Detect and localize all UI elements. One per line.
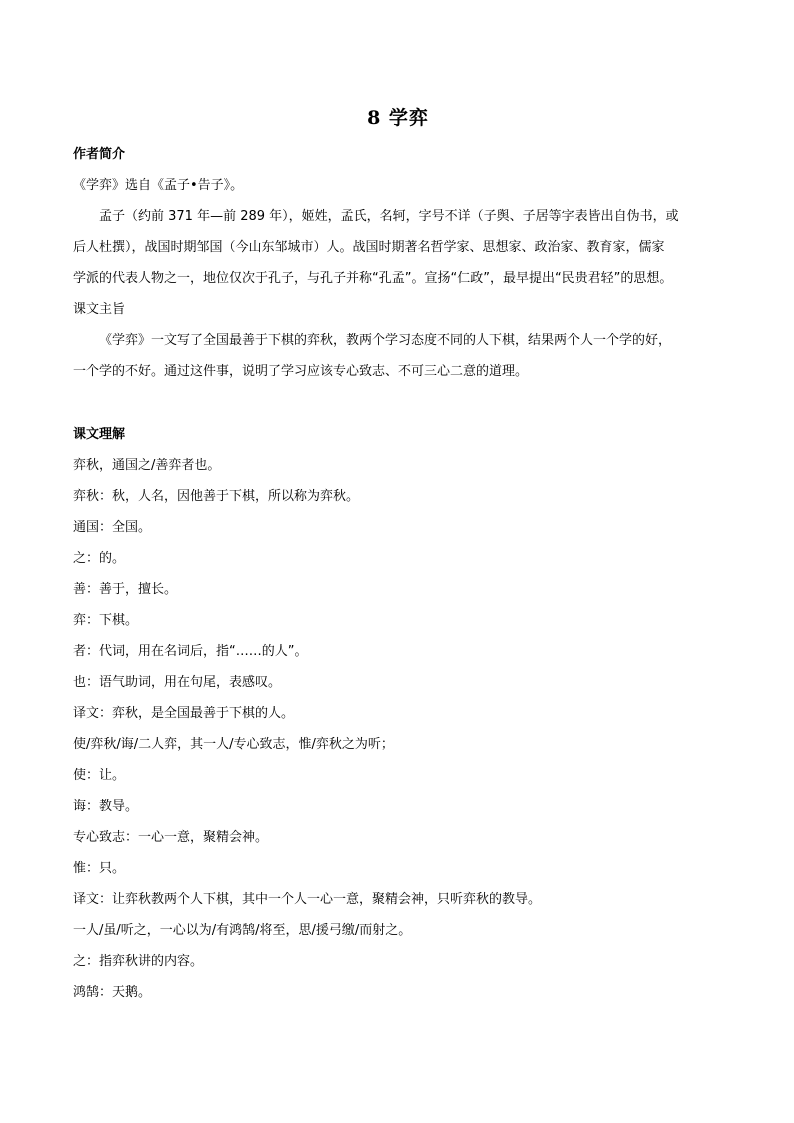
text-line: 译文：弈秋，是全国最善于下棋的人。	[73, 706, 295, 721]
theme-line: 一个学的不好。通过这件事，说明了学习应该专心致志、不可三心二意的道理。	[73, 364, 529, 379]
theme-line: 《学弈》一文写了全国最善于下棋的弈秋，教两个学习态度不同的人下棋，结果两个人一个学的好，	[99, 333, 672, 348]
text-line: 也：语气助词，用在句尾，表感叹。	[73, 675, 282, 690]
text-line: 之：的。	[73, 551, 126, 566]
text-line: 使/弈秋/诲/二人弈，其一人/专心致志，惟/弈秋之为听；	[73, 737, 394, 752]
text-line: 弈：下棋。	[73, 613, 139, 628]
source-line: 《学弈》选自《孟子•告子》。	[73, 178, 244, 193]
text-line: 弈秋，通国之/善弈者也。	[73, 458, 221, 473]
text-line: 诲：教导。	[73, 799, 139, 814]
text-line: 者：代词，用在名词后，指“……的人”。	[73, 644, 308, 659]
text-line: 善：善于，擅长。	[73, 582, 178, 597]
text-line: 使：让。	[73, 768, 126, 783]
text-line: 译文：让弈秋教两个人下棋，其中一个人一心一意，聚精会神，只听弈秋的教导。	[73, 892, 542, 907]
text-line: 惟：只。	[73, 861, 126, 876]
bio-line: 学派的代表人物之一，地位仅次于孔子，与孔子并称“孔孟”。宣扬“仁政”，最早提出“民贵君轻”的思想。	[73, 271, 673, 286]
text-line: 鸿鹄：天鹅。	[73, 985, 152, 1000]
section-heading-understanding: 课文理解	[73, 427, 126, 442]
text-line: 一人/虽/听之，一心以为/有鸿鹄/将至，思/援弓缴/而射之。	[73, 923, 412, 938]
section-heading-author: 作者简介	[73, 147, 126, 162]
bio-line: 后人杜撰），战国时期邹国（今山东邹城市）人。战国时期著名哲学家、思想家、政治家、教育家，儒家	[73, 240, 665, 255]
text-line: 专心致志：一心一意，聚精会神。	[73, 830, 269, 845]
text-line: 通国：全国。	[73, 520, 152, 535]
page-title: 8 学弈	[367, 107, 429, 129]
text-line: 弈秋：秋，人名，因他善于下棋，所以称为弈秋。	[73, 489, 360, 504]
section-heading-theme: 课文主旨	[73, 302, 126, 317]
bio-line: 孟子（约前 371 年—前 289 年），姬姓，孟氏，名轲，字号不详（子舆、子居等字表皆出自伪书，或	[99, 209, 679, 224]
text-line: 之：指弈秋讲的内容。	[73, 954, 204, 969]
